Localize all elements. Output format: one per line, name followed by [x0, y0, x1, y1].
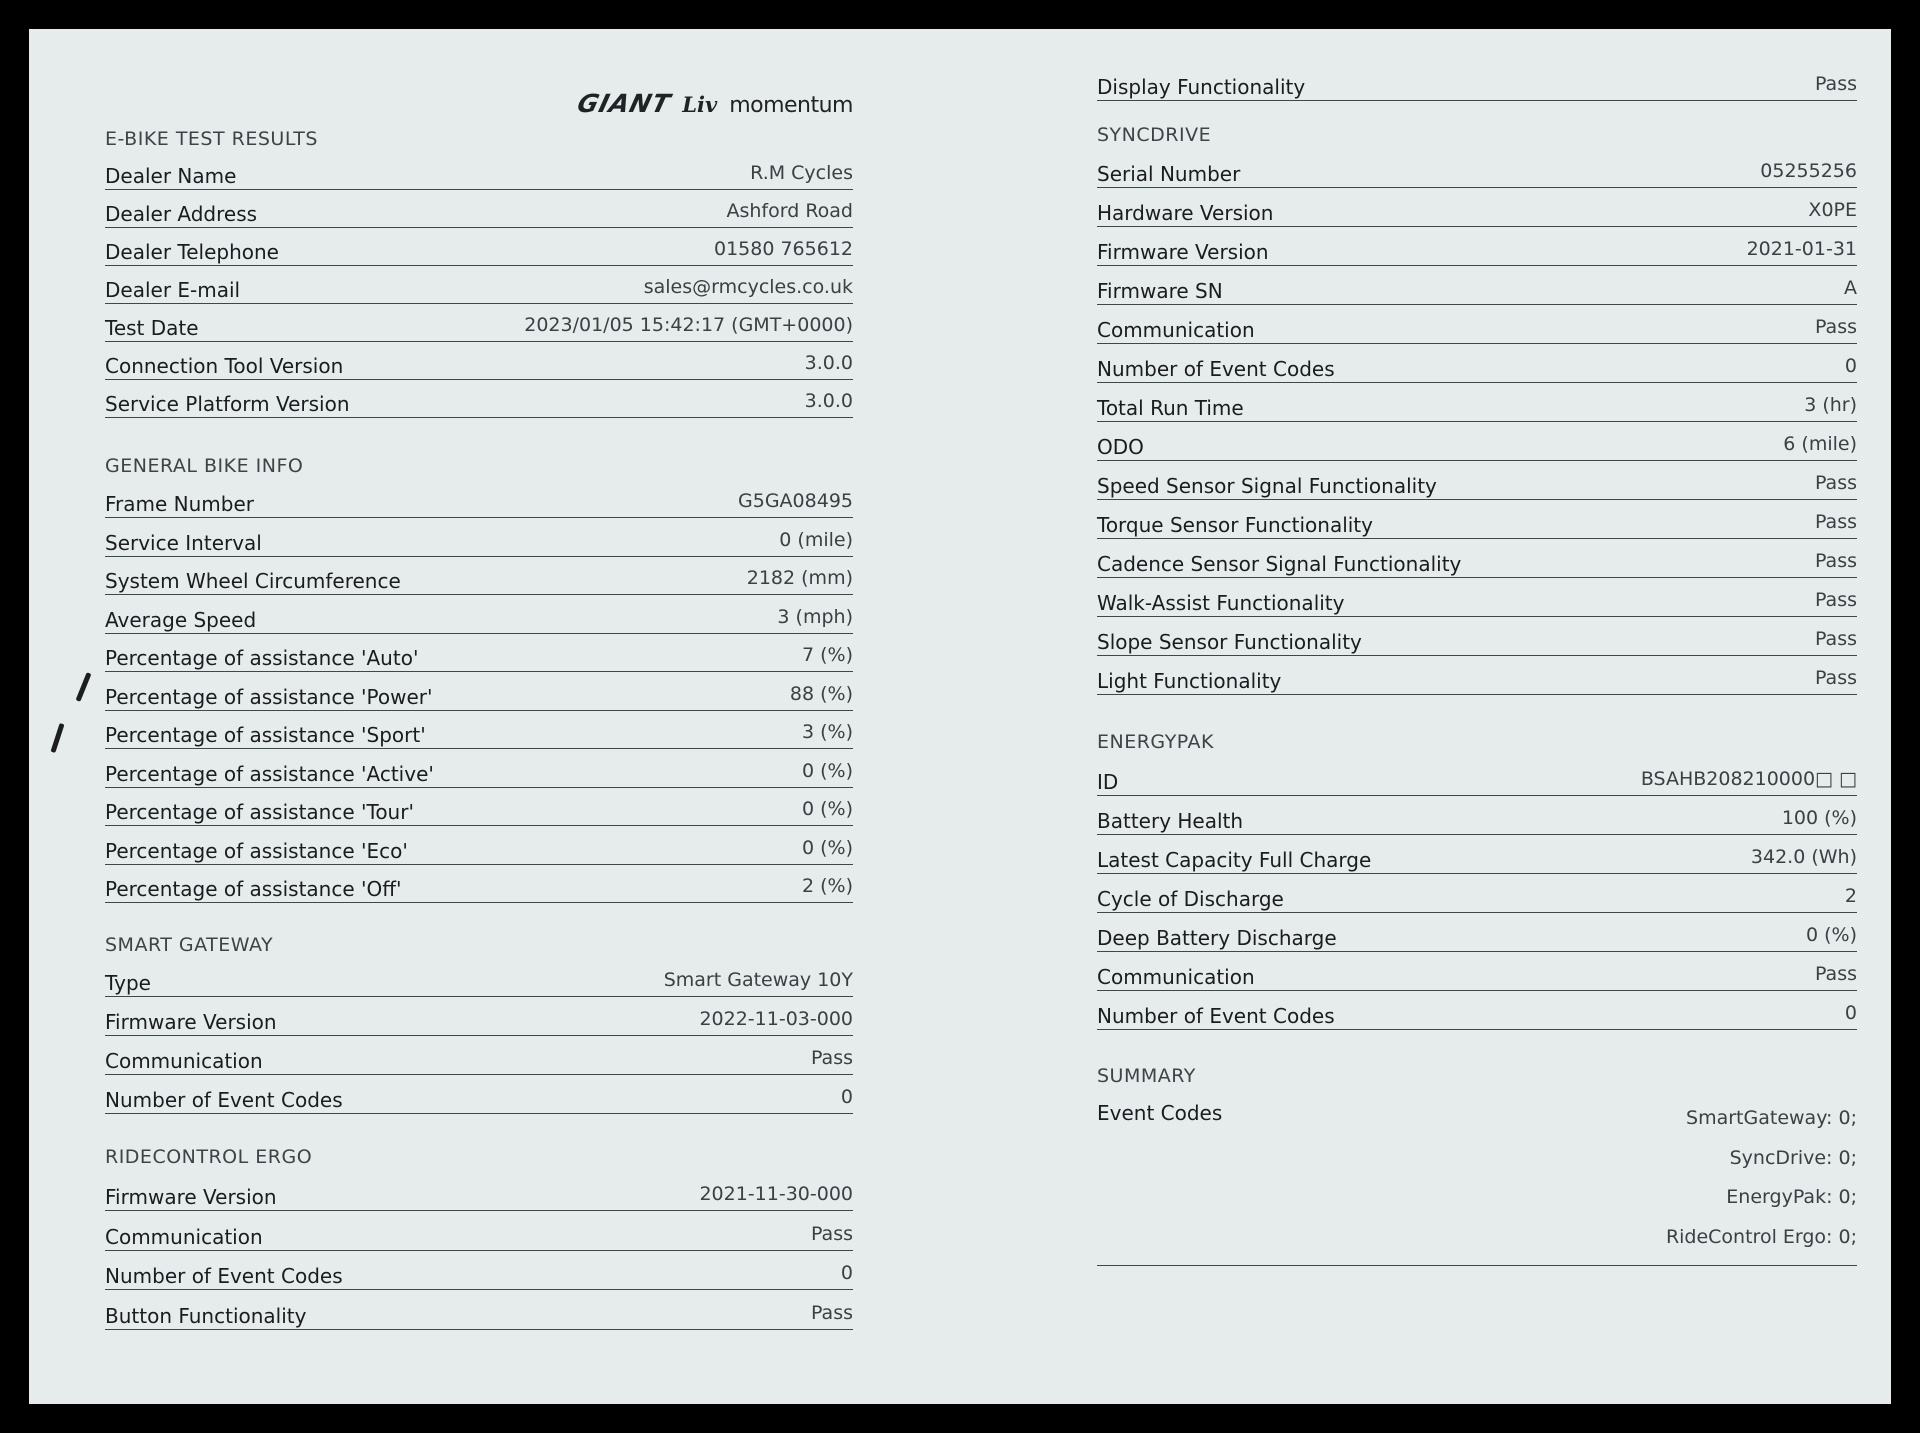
row-value: Pass	[810, 1301, 853, 1324]
row-label: ID	[1097, 770, 1119, 794]
row-value: Pass	[1814, 472, 1857, 494]
row-value: 0	[1844, 355, 1857, 377]
row-value: Pass	[1814, 628, 1857, 650]
right-column	[1097, 29, 1857, 1404]
row-value: 100 (%)	[1781, 807, 1857, 829]
row-serial-number	[1097, 150, 1857, 188]
summary-ridecontrol-ergo: RideControl Ergo: 0;	[1665, 1225, 1857, 1248]
row-label: Type	[105, 971, 151, 995]
row-value: G5GA08495	[738, 490, 853, 512]
row-value: 2182 (mm)	[746, 567, 853, 589]
row-value: X0PE	[1808, 199, 1857, 221]
row-value: 01580 765612	[713, 238, 853, 260]
row-label: Serial Number	[1097, 162, 1241, 186]
row-label: Walk-Assist Functionality	[1097, 591, 1345, 615]
row-syncdrive-firmware-version	[1097, 228, 1857, 266]
row-label: Cadence Sensor Signal Functionality	[1097, 552, 1462, 576]
row-value: Ashford Road	[726, 200, 853, 222]
row-value: 0	[840, 1086, 853, 1108]
row-ergo-firmware-version	[105, 1173, 853, 1211]
row-label: Event Codes	[1097, 1101, 1223, 1125]
row-value: 2 (%)	[801, 875, 853, 897]
row-label: Button Functionality	[105, 1303, 307, 1328]
row-gateway-event-codes	[105, 1076, 853, 1114]
row-value: 0 (%)	[801, 759, 853, 782]
row-ergo-communication	[105, 1213, 853, 1251]
row-label: Hardware Version	[1097, 201, 1274, 225]
pen-mark	[76, 672, 92, 702]
row-value: Pass	[1814, 550, 1857, 572]
row-value: 2	[1844, 885, 1857, 907]
row-label: Light Functionality	[1097, 669, 1282, 693]
row-cycle-of-discharge	[1097, 875, 1857, 913]
row-label: Percentage of assistance 'Eco'	[105, 838, 408, 863]
row-dealer-email	[105, 266, 853, 304]
section-title-general-bike-info: GENERAL BIKE INFO	[105, 455, 304, 477]
row-gateway-firmware-version	[105, 998, 853, 1036]
row-value: 05255256	[1760, 160, 1857, 182]
row-label: Average Speed	[105, 607, 257, 632]
row-label: Communication	[1097, 318, 1255, 342]
row-label: Number of Event Codes	[1097, 357, 1335, 381]
row-label: Test Date	[105, 316, 199, 340]
row-total-run-time	[1097, 384, 1857, 422]
row-service-interval	[105, 519, 853, 557]
row-assistance-sport	[105, 711, 853, 749]
row-average-speed	[105, 596, 853, 634]
row-battery-health	[1097, 797, 1857, 835]
row-value: 88 (%)	[789, 682, 853, 705]
section-title-ridecontrol-ergo: RIDECONTROL ERGO	[105, 1146, 313, 1168]
row-value: 3.0.0	[804, 352, 853, 374]
row-label: Display Functionality	[1097, 75, 1306, 99]
row-value: Pass	[1814, 73, 1857, 95]
row-label: System Wheel Circumference	[105, 569, 401, 593]
row-connection-tool-version	[105, 342, 853, 380]
row-cadence-sensor	[1097, 540, 1857, 578]
row-label: Percentage of assistance 'Power'	[105, 684, 433, 709]
row-assistance-power	[105, 673, 853, 711]
row-slope-sensor	[1097, 618, 1857, 656]
row-label: Percentage of assistance 'Off'	[105, 877, 402, 901]
row-label: Dealer Telephone	[105, 240, 279, 264]
row-label: Latest Capacity Full Charge	[1097, 848, 1372, 872]
row-label: Deep Battery Discharge	[1097, 926, 1337, 950]
row-value: 0 (%)	[801, 836, 853, 859]
row-value: Smart Gateway 10Y	[663, 969, 853, 991]
row-gateway-type	[105, 959, 853, 997]
row-label: Total Run Time	[1097, 396, 1244, 420]
row-dealer-telephone	[105, 228, 853, 266]
row-deep-battery-discharge	[1097, 914, 1857, 952]
section-title-ebike-test-results: E-BIKE TEST RESULTS	[105, 128, 318, 150]
section-title-syncdrive: SYNCDRIVE	[1097, 124, 1212, 146]
logo-liv: Liv	[682, 92, 718, 117]
row-latest-capacity	[1097, 836, 1857, 874]
row-value: 0	[1844, 1002, 1857, 1024]
summary-smartgateway: SmartGateway: 0;	[1686, 1107, 1857, 1129]
row-assistance-active	[105, 750, 853, 788]
row-service-platform-version	[105, 380, 853, 418]
row-value: 2023/01/05 15:42:17 (GMT+0000)	[524, 314, 853, 336]
row-label: Communication	[105, 1224, 263, 1249]
row-label: Percentage of assistance 'Auto'	[105, 646, 419, 670]
row-value: 3 (hr)	[1804, 394, 1857, 416]
row-label: Dealer Address	[105, 202, 258, 226]
logo-momentum: momentum	[729, 93, 853, 118]
row-label: Battery Health	[1097, 809, 1244, 833]
row-display-functionality	[1097, 63, 1857, 101]
row-label: Number of Event Codes	[105, 1088, 343, 1112]
row-label: Firmware Version	[1097, 240, 1269, 264]
row-value: 3 (mph)	[777, 605, 853, 628]
row-value: 6 (mile)	[1783, 433, 1857, 455]
row-hardware-version	[1097, 189, 1857, 227]
row-value: Pass	[1814, 589, 1857, 611]
row-label: Connection Tool Version	[105, 354, 344, 378]
row-value: Pass	[1814, 667, 1857, 689]
row-label: Communication	[1097, 965, 1255, 989]
row-label: Slope Sensor Functionality	[1097, 630, 1362, 654]
row-value: Pass	[1814, 316, 1857, 338]
row-value: 0	[840, 1262, 853, 1284]
row-ergo-event-codes	[105, 1252, 853, 1290]
row-odo	[1097, 423, 1857, 461]
row-energypak-communication	[1097, 953, 1857, 991]
row-value: sales@rmcycles.co.uk	[643, 276, 853, 298]
test-results-sheet	[29, 29, 1891, 1404]
row-label: ODO	[1097, 435, 1144, 459]
row-syncdrive-event-codes	[1097, 345, 1857, 383]
row-value: 2021-11-30-000	[699, 1183, 853, 1205]
row-value: 7 (%)	[801, 644, 853, 666]
row-speed-sensor	[1097, 462, 1857, 500]
row-value: 3.0.0	[804, 390, 853, 412]
row-label: Firmware Version	[105, 1010, 277, 1034]
row-syncdrive-communication	[1097, 306, 1857, 344]
row-test-date	[105, 304, 853, 342]
row-label: Frame Number	[105, 492, 255, 516]
row-value: Pass	[1814, 963, 1857, 985]
row-value: 0 (mile)	[779, 528, 853, 551]
row-dealer-name	[105, 152, 853, 190]
row-label: Speed Sensor Signal Functionality	[1097, 474, 1437, 498]
summary-divider	[1097, 1265, 1857, 1266]
row-torque-sensor	[1097, 501, 1857, 539]
row-label: Service Platform Version	[105, 392, 350, 416]
row-label: Percentage of assistance 'Tour'	[105, 800, 414, 824]
row-value: Pass	[810, 1047, 853, 1069]
row-system-wheel-circumference	[105, 557, 853, 595]
row-value: 342.0 (Wh)	[1750, 846, 1857, 868]
row-assistance-off	[105, 865, 853, 903]
row-value: Pass	[1814, 511, 1857, 533]
row-value: Pass	[810, 1222, 853, 1245]
row-ergo-button-functionality	[105, 1292, 853, 1330]
row-dealer-address	[105, 190, 853, 228]
summary-syncdrive: SyncDrive: 0;	[1729, 1146, 1857, 1169]
summary-event-code-list	[1666, 1099, 1857, 1257]
row-assistance-auto	[105, 634, 853, 672]
brand-logo	[574, 89, 853, 118]
row-value: R.M Cycles	[750, 162, 853, 184]
row-assistance-eco	[105, 827, 853, 865]
row-assistance-tour	[105, 788, 853, 826]
row-label: Firmware Version	[105, 1185, 277, 1209]
row-light-functionality	[1097, 657, 1857, 695]
row-value: 2021-01-31	[1746, 238, 1857, 260]
pen-mark	[50, 723, 64, 753]
section-title-summary: SUMMARY	[1097, 1065, 1196, 1087]
row-label: Number of Event Codes	[105, 1264, 343, 1288]
logo-giant: GIANT	[574, 89, 674, 118]
row-label: Dealer E-mail	[105, 278, 241, 302]
row-label: Firmware SN	[1097, 279, 1223, 303]
row-energypak-event-codes	[1097, 992, 1857, 1030]
row-label: Communication	[105, 1049, 263, 1073]
row-value: 3 (%)	[801, 721, 853, 743]
row-value: A	[1844, 277, 1857, 299]
row-value: 0 (%)	[801, 798, 853, 820]
left-column	[105, 29, 853, 1404]
summary-energypak: EnergyPak: 0;	[1726, 1186, 1857, 1208]
section-title-energypak: ENERGYPAK	[1097, 731, 1215, 753]
row-value: BSAHB208210000□ □	[1640, 768, 1857, 790]
row-value: 2022-11-03-000	[699, 1008, 853, 1030]
row-battery-id	[1097, 758, 1857, 796]
row-label: Cycle of Discharge	[1097, 887, 1284, 911]
row-gateway-communication	[105, 1037, 853, 1075]
section-title-smart-gateway: SMART GATEWAY	[105, 934, 274, 956]
row-label: Service Interval	[105, 530, 262, 555]
row-label: Dealer Name	[105, 164, 237, 188]
row-walk-assist	[1097, 579, 1857, 617]
row-label: Percentage of assistance 'Active'	[105, 761, 434, 786]
row-label: Torque Sensor Functionality	[1097, 513, 1373, 537]
row-value: 0 (%)	[1805, 924, 1857, 946]
row-label: Percentage of assistance 'Sport'	[105, 723, 426, 747]
row-label: Number of Event Codes	[1097, 1004, 1335, 1028]
row-firmware-sn	[1097, 267, 1857, 305]
row-frame-number	[105, 480, 853, 518]
